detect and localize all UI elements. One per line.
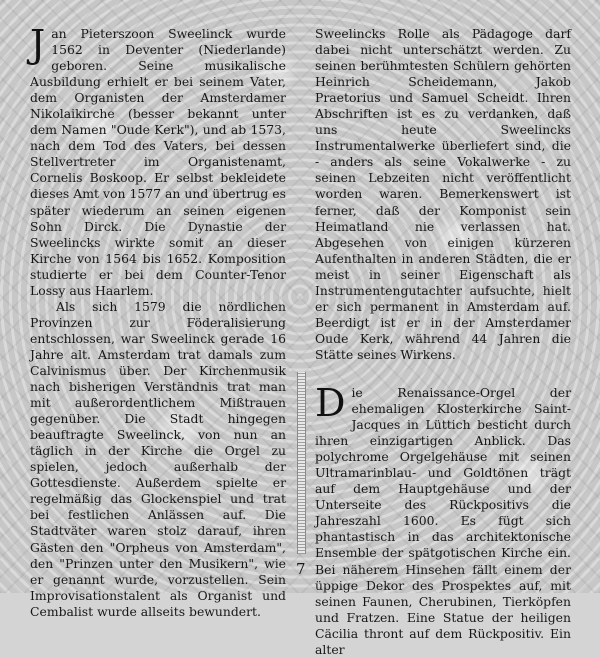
left-paragraph-2: Als sich 1579 die nördlichen Provinzen zur Föderalisierung entschlossen, war Sweelinck gerade 16 Jahre alt. Amsterdam trat damals zum Calvinismus über. Der Kirchenmusik nach bisherigen Verständnis trat man mit außerordentlichem Mißtrauen gegenüber. Die Stadt hingegen beauftragte Sweelinck, von nun an täglich in der Kirche die Orgel zu spielen, jedoch außerhalb der Gottesdienste. Außerdem spielte er regelmäßig das Glockenspiel und trat bei festlichen Anlässen auf. Die Stadtväter waren stolz darauf, ihren Gästen den "Orpheus von Amsterdam", den "Prinzen unter den Musikern", wie er genannt wurde, vorzustellen. Sein Improvisationstalent als Organist und Cembalist wurde allseits bewundert.: [30, 298, 286, 619]
left-text-column: [30, 22, 286, 620]
column-divider-ornament: [297, 372, 306, 554]
left-paragraph-1-text: an Pieterszoon Sweelinck wurde 1562 in Deventer (Niederlande) geboren. Seine musikalische Ausbildung erhielt er bei seinem Vater, dem Organisten der Amsterdamer Nikolaikirche (besser bekannt unter dem Namen "Oude Kerk"), und ab 1573, nach dem Tod des Vaters, bei dessen Stellvertreter im Organistenamt, Cornelis Boskoop. Er selbst bekleidete dieses Amt von 1577 an und übertrug es später wiederum an seinen eigenen Sohn Dirck. Die Dynastie der Sweelincks wirkte somit an dieser Kirche von 1564 bis 1652. Komposition studierte er bei dem Counter-Tenor Lossy aus Haarlem.: [30, 26, 286, 298]
drop-cap-d: D: [315, 380, 346, 425]
right-paragraph-2-text: ie Renaissance-Orgel der ehemaligen Klosterkirche Saint-Jacques in Lüttich besticht durch ihren einzigartigen Anblick. Das polychrome Orgelgehäuse mit seinen Ultramarinblau- und Goldtönen trägt auf dem Hauptgehäuse und der Unterseite des Rückpositivs die Jahreszahl 1600. Es fügt sich phantastisch in das architektonische Ensemble der spätgotischen Kirche ein. Bei näherem Hinsehen fällt einem der üppige Dekor des Prospektes auf, mit seinen Faunen, Cherubinen, Tierköpfen und Fratzen. Eine Statue der heiligen Cäcilia thront auf dem Rückpositiv. Ein alter: [315, 384, 571, 657]
right-text-column: [315, 26, 571, 658]
drop-cap-j: J: [30, 22, 46, 66]
left-paragraph-1: [30, 22, 286, 299]
right-paragraph-1: Sweelincks Rolle als Pädagoge darf dabei nicht unterschätzt werden. Zu seinen berühmtesten Schülern gehörten Heinrich Scheidemann, Jakob Praetorius und Samuel Scheidt. Ihren Abschriften ist es zu verdanken, daß uns heute Sweelincks Instrumentalwerke überliefert sind, die - anders als seine Vokalwerke - zu seinen Lebzeiten nicht veröffentlicht worden waren. Bemerkenswert ist ferner, daß der Komponist sein Heimatland nie verlassen hat. Abgesehen von einigen kürzeren Aufenthalten in anderen Städten, die er meist in seiner Eigenschaft als Instrumentengutachter aufsuchte, hielt er sich permanent in Amsterdam auf. Beerdigt ist er in der Amsterdamer Oude Kerk, während 44 Jahren die Stätte seines Wirkens.: [315, 26, 571, 362]
page-number: 7: [296, 560, 306, 578]
right-paragraph-2: [315, 380, 571, 658]
